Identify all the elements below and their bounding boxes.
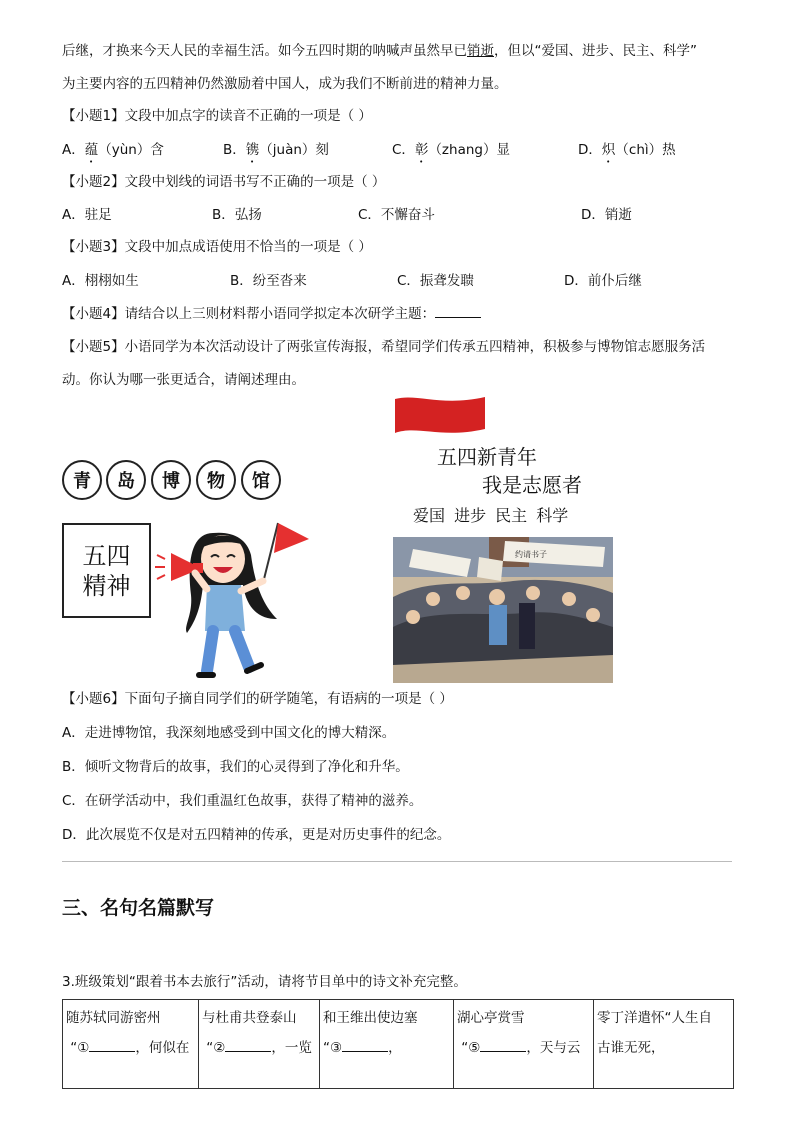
q5-line-2: 动。你认为哪一张更适合，请阐述理由。 — [62, 372, 305, 388]
table-cell-4: 湖心亭赏雪 “⑤ ，天与云 — [454, 1000, 594, 1089]
underlined-word: 销逝 — [467, 43, 494, 59]
q2-option-c[interactable]: C．不懈奋斗 — [358, 207, 435, 223]
poster1-circle-4: 物 — [196, 460, 236, 500]
q4-stem: 【小题4】请结合以上三则材料帮小语同学拟定本次研学主题： — [62, 304, 481, 324]
q6-option-a[interactable]: A．走进博物馆，我深刻地感受到中国文化的博大精深。 — [62, 725, 396, 741]
red-flag-graphic — [393, 395, 487, 435]
q1-option-c[interactable]: C．彰（zhang）显 — [392, 142, 510, 158]
q2-stem: 【小题2】文段中划线的词语书写不正确的一项是（ ） — [62, 174, 386, 190]
section-3-question-stem: 3.班级策划“跟着书本去旅行”活动，请将节目单中的诗文补充完整。 — [62, 974, 467, 990]
program-table — [62, 999, 734, 1089]
blank-1[interactable] — [89, 1039, 135, 1052]
q4-answer-blank[interactable] — [435, 305, 481, 318]
q1-option-a[interactable]: A．蕴（yùn）含 — [62, 142, 164, 158]
table-cell-2: 与杜甫共登泰山 “② ，一览 — [199, 1000, 320, 1089]
q2-option-a[interactable]: A．驻足 — [62, 207, 112, 223]
passage-line-2: 为主要内容的五四精神仍然激励着中国人，成为我们不断前进的精神力量。 — [62, 76, 508, 92]
blank-5[interactable] — [480, 1039, 526, 1052]
table-cell-3: 和王维出使边塞 “③ ， — [320, 1000, 454, 1089]
q2-option-d[interactable]: D．销逝 — [581, 207, 632, 223]
poster2-title-1: 五四新青年 — [437, 445, 537, 469]
q6-stem: 【小题6】下面句子摘自同学们的研学随笔，有语病的一项是（ ） — [62, 691, 453, 707]
blank-2[interactable] — [225, 1039, 271, 1052]
passage-line-1: 后继，才换来今天人民的幸福生活。如今五四时期的呐喊声虽然早已销逝，但以“爱国、进步、民主、科学” — [62, 43, 697, 59]
poster1-box-line-2: 精神 — [82, 571, 131, 600]
section-divider — [62, 861, 732, 862]
table-cell-5: 零丁洋遣怀“人生自 古谁无死， — [594, 1000, 734, 1089]
poster1-circle-1: 青 — [62, 460, 102, 500]
q1-option-d[interactable]: D．炽（chì）热 — [578, 142, 676, 158]
poster1-circle-5: 馆 — [241, 460, 281, 500]
q1-option-b[interactable]: B．镌（juàn）刻 — [223, 142, 329, 158]
q3-option-a[interactable]: A．栩栩如生 — [62, 273, 139, 289]
q6-option-b[interactable]: B．倾听文物背后的故事，我们的心灵得到了净化和升华。 — [62, 759, 409, 775]
poster2-title-2: 我是志愿者 — [482, 473, 582, 497]
table-cell-1: 随苏轼同游密州 “① ，何似在 — [63, 1000, 199, 1089]
poster1-circle-2: 岛 — [106, 460, 146, 500]
q3-option-d[interactable]: D．前仆后继 — [564, 273, 642, 289]
table-row — [63, 1000, 734, 1089]
section-3-title: 三、名句名篇默写 — [62, 897, 215, 919]
q6-option-c[interactable]: C．在研学活动中，我们重温红色故事，获得了精神的滋养。 — [62, 793, 423, 809]
poster1-circle-3: 博 — [151, 460, 191, 500]
q6-option-d[interactable]: D．此次展览不仅是对五四精神的传承，更是对历史事件的纪念。 — [62, 827, 451, 843]
q3-option-c[interactable]: C．振聋发聩 — [397, 273, 474, 289]
poster1-wusi-box — [62, 523, 151, 618]
q1-stem: 【小题1】文段中加点字的读音不正确的一项是（ ） — [62, 108, 372, 124]
poster1-box-line-1: 五四 — [82, 541, 131, 570]
q3-option-b[interactable]: B．纷至沓来 — [230, 273, 307, 289]
poster2-slogan: 爱国 进步 民主 科学 — [413, 506, 569, 525]
protest-banner-text: 约请书子 — [515, 550, 547, 559]
girl-megaphone-illustration — [151, 515, 311, 685]
q3-stem: 【小题3】文段中加点成语使用不恰当的一项是（ ） — [62, 239, 372, 255]
may-fourth-protest-painting — [393, 537, 613, 683]
q2-option-b[interactable]: B．弘扬 — [212, 207, 262, 223]
blank-3[interactable] — [342, 1039, 388, 1052]
q5-line-1: 【小题5】小语同学为本次活动设计了两张宣传海报，希望同学们传承五四精神，积极参与博物馆志愿服务活 — [62, 339, 706, 355]
